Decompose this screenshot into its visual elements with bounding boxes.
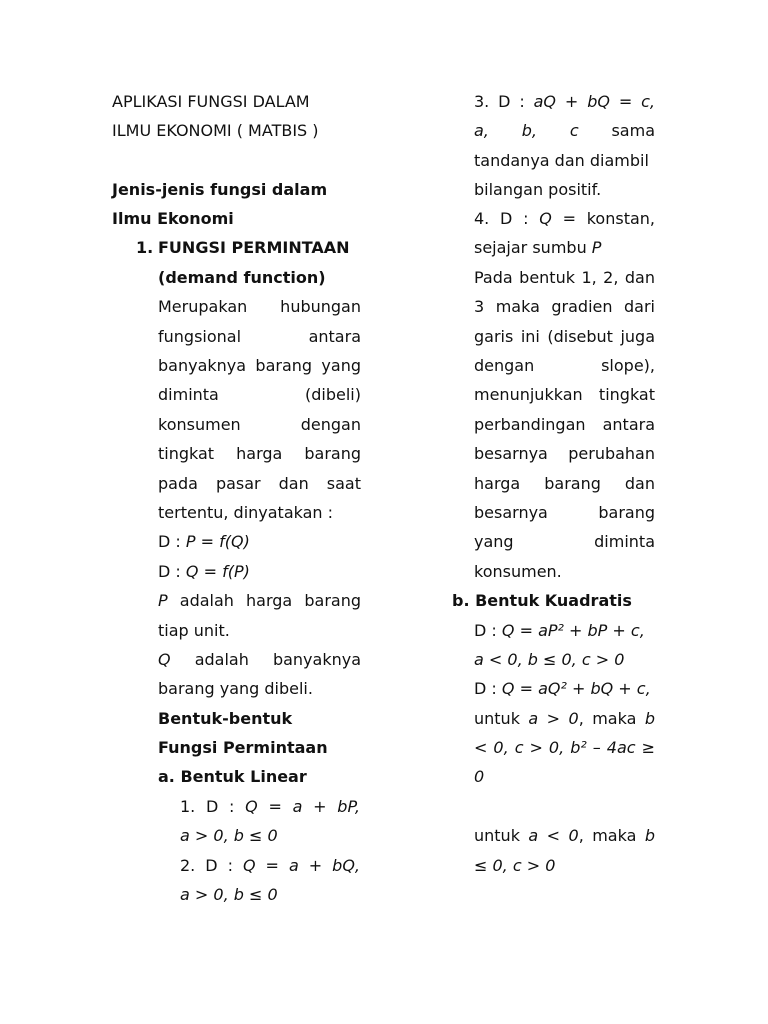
title-line-2: ILMU EKONOMI ( MATBIS ) [112, 121, 319, 140]
linear-formula-1 [180, 797, 360, 819]
section-heading-line-2: Ilmu Ekonomi [112, 209, 234, 228]
desc-line: tingkat harga barang [158, 444, 361, 463]
formula-expression: Q = aP² + bP + c, [501, 621, 645, 640]
formula-prefix: D : [158, 562, 186, 581]
formula-prefix: 4. D : [474, 209, 540, 228]
desc-line: tertentu, dinyatakan : [158, 503, 334, 522]
variable-c: c [569, 121, 579, 140]
formula-expression: aQ + bQ = c, [533, 92, 655, 111]
desc-line: diminta (dibeli) [158, 385, 361, 404]
kuadratis-formula-1 [474, 621, 645, 643]
variable-a: a, [474, 121, 489, 140]
para-line: menunjukkan tingkat [474, 385, 655, 404]
kuadratis-condition-6: ≤ 0, c > 0 [474, 856, 556, 875]
para-line: besarnya perubahan [474, 444, 655, 463]
para-line: besarnya barang [474, 503, 655, 522]
kuadratis-condition-5 [474, 826, 655, 848]
formula-prefix: D : [474, 679, 502, 698]
text-word: , maka [578, 709, 645, 728]
q-definition-line-1 [158, 650, 361, 672]
definition-text: adalah harga barang [167, 591, 361, 610]
kuadratis-condition-2 [474, 709, 655, 731]
variable-p: P [591, 238, 602, 257]
linear-condition-1: a > 0, b ≤ 0 [180, 826, 278, 845]
para-line: konsumen. [474, 562, 562, 581]
variable-b: b [644, 709, 655, 728]
formula-prefix: D : [158, 532, 186, 551]
para-line: harga barang dan [474, 474, 655, 493]
linear-formula-2 [180, 856, 360, 878]
formula-prefix: 2. D : [180, 856, 243, 875]
kuadratis-condition-4: 0 [474, 767, 485, 786]
p-definition-line-1 [158, 591, 361, 613]
condition-expression: a > 0 [528, 709, 579, 728]
variable-q: Q [158, 650, 171, 669]
desc-line: fungsional antara [158, 327, 361, 346]
linear-heading: a. Bentuk Linear [158, 767, 307, 786]
desc-line: pada pasar dan saat [158, 474, 361, 493]
variable-b: b, [521, 121, 537, 140]
bentuk-heading-line-2: Fungsi Permintaan [158, 738, 328, 757]
formula-demand-1 [158, 532, 250, 554]
formula-expression: Q = aQ² + bQ + c, [501, 679, 651, 698]
para-line: Pada bentuk 1, 2, dan [474, 268, 655, 287]
formula-expression: Q = a + bQ, [242, 856, 360, 875]
text-word: untuk [474, 709, 529, 728]
formula-prefix: 1. D : [180, 797, 246, 816]
variable-b: b [644, 826, 655, 845]
desc-line: banyaknya barang yang [158, 356, 361, 375]
item3-line-2 [474, 121, 655, 143]
text-word: sejajar sumbu [474, 238, 592, 257]
variable-p: P [158, 591, 168, 610]
title-line-1: APLIKASI FUNGSI DALAM [112, 92, 310, 111]
kuadratis-formula-2 [474, 679, 651, 701]
p-definition-line-2: tiap unit. [158, 621, 230, 640]
desc-line: konsumen dengan [158, 415, 361, 434]
formula-demand-2 [158, 562, 250, 584]
para-line: 3 maka gradien dari [474, 297, 655, 316]
item3-line-4: bilangan positif. [474, 180, 602, 199]
item3-line-1 [474, 92, 655, 114]
item4-line-1 [474, 209, 655, 231]
linear-condition-2: a > 0, b ≤ 0 [180, 885, 278, 904]
para-line: dengan slope), [474, 356, 655, 375]
section-heading-line-1: Jenis-jenis fungsi dalam [112, 180, 328, 199]
para-line: garis ini (disebut juga [474, 327, 655, 346]
formula-text: = konstan, [551, 209, 655, 228]
q-definition-line-2: barang yang dibeli. [158, 679, 313, 698]
text-word: sama [611, 121, 655, 140]
formula-prefix: 3. D : [474, 92, 534, 111]
kuadratis-condition-3: < 0, c > 0, b² – 4ac ≥ [474, 738, 655, 757]
item1-number: 1. [136, 238, 154, 257]
variable-q: Q [539, 209, 552, 228]
formula-expression: P = f(Q) [185, 532, 250, 551]
item4-line-2 [474, 238, 601, 260]
formula-expression: Q = a + bP, [245, 797, 360, 816]
condition-expression: a < 0 [528, 826, 579, 845]
text-word: untuk [474, 826, 529, 845]
item1-subtitle: (demand function) [158, 268, 326, 287]
para-line: perbandingan antara [474, 415, 655, 434]
desc-line: Merupakan hubungan [158, 297, 361, 316]
kuadratis-condition-1: a < 0, b ≤ 0, c > 0 [474, 650, 625, 669]
item3-line-3: tandanya dan diambil [474, 151, 649, 170]
definition-text: adalah banyaknya [170, 650, 361, 669]
formula-prefix: D : [474, 621, 502, 640]
para-line: yang diminta [474, 532, 655, 551]
item1-title: FUNGSI PERMINTAAN [158, 238, 350, 257]
formula-expression: Q = f(P) [185, 562, 250, 581]
text-word: , maka [578, 826, 645, 845]
kuadratis-heading: b. Bentuk Kuadratis [452, 591, 632, 610]
bentuk-heading-line-1: Bentuk-bentuk [158, 709, 293, 728]
